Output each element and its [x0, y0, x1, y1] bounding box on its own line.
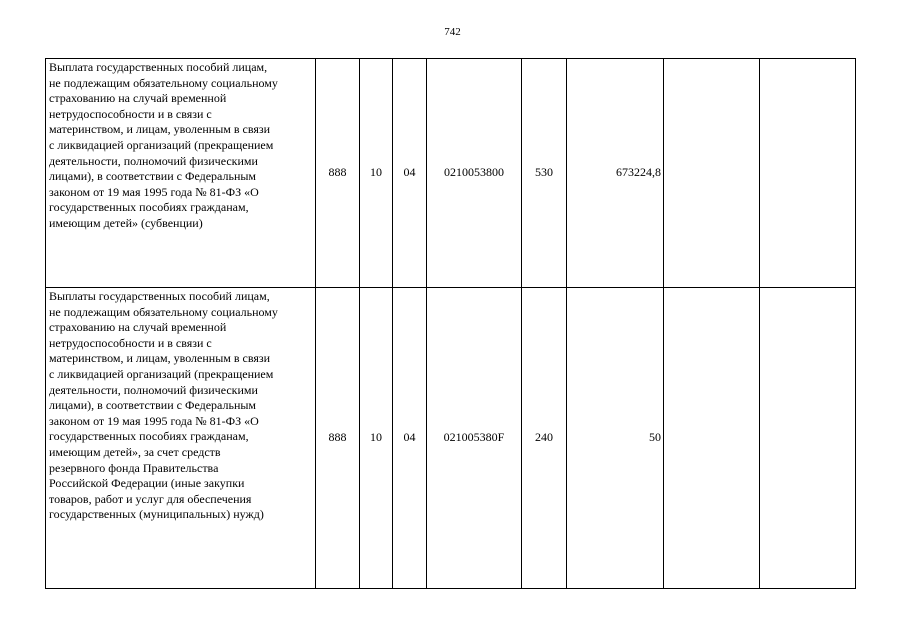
- row-description: Выплаты государственных пособий лицам, не подлежащим обязательному социальному страхованию на случай временной нетрудоспособности и в связи с материнством, и лицам, уволенным в связи с ликвидацией организаций (прекращением деятельности, полномочий физическими лицами), в соответствии с Федеральным законом от 19 мая 1995 года № 81-ФЗ «О государственных пособиях гражданам, имеющим детей», за счет средств резервного фонда Правительства Российской Федерации (иные закупки товаров, работ и услуг для обеспечения государственных (муниципальных) нужд): [46, 288, 316, 589]
- amount-cell: 50: [567, 288, 664, 589]
- section-code: 10: [360, 59, 393, 288]
- empty-cell: [760, 288, 856, 589]
- row-description: Выплата государственных пособий лицам, не подлежащим обязательному социальному страхованию на случай временной нетрудоспособности и в связи с материнством, и лицам, уволенным в связи с ликвидацией организаций (прекращением деятельности, полномочий физическими лицами), в соответствии с Федеральным законом от 19 мая 1995 года № 81-ФЗ «О государственных пособиях гражданам, имеющим детей» (субвенции): [46, 59, 316, 288]
- ministry-code: 888: [316, 288, 360, 589]
- subsection-code: 04: [393, 59, 427, 288]
- expense-type-code: 530: [522, 59, 567, 288]
- amount-cell: 673224,8: [567, 59, 664, 288]
- table-row: [46, 59, 856, 288]
- budget-table: [45, 58, 856, 589]
- expense-type-code: 240: [522, 288, 567, 589]
- target-article-code: 021005380F: [427, 288, 522, 589]
- ministry-code: 888: [316, 59, 360, 288]
- empty-cell: [760, 59, 856, 288]
- empty-cell: [664, 59, 760, 288]
- subsection-code: 04: [393, 288, 427, 589]
- table-row: [46, 288, 856, 589]
- target-article-code: 0210053800: [427, 59, 522, 288]
- empty-cell: [664, 288, 760, 589]
- page-number: 742: [444, 26, 461, 38]
- section-code: 10: [360, 288, 393, 589]
